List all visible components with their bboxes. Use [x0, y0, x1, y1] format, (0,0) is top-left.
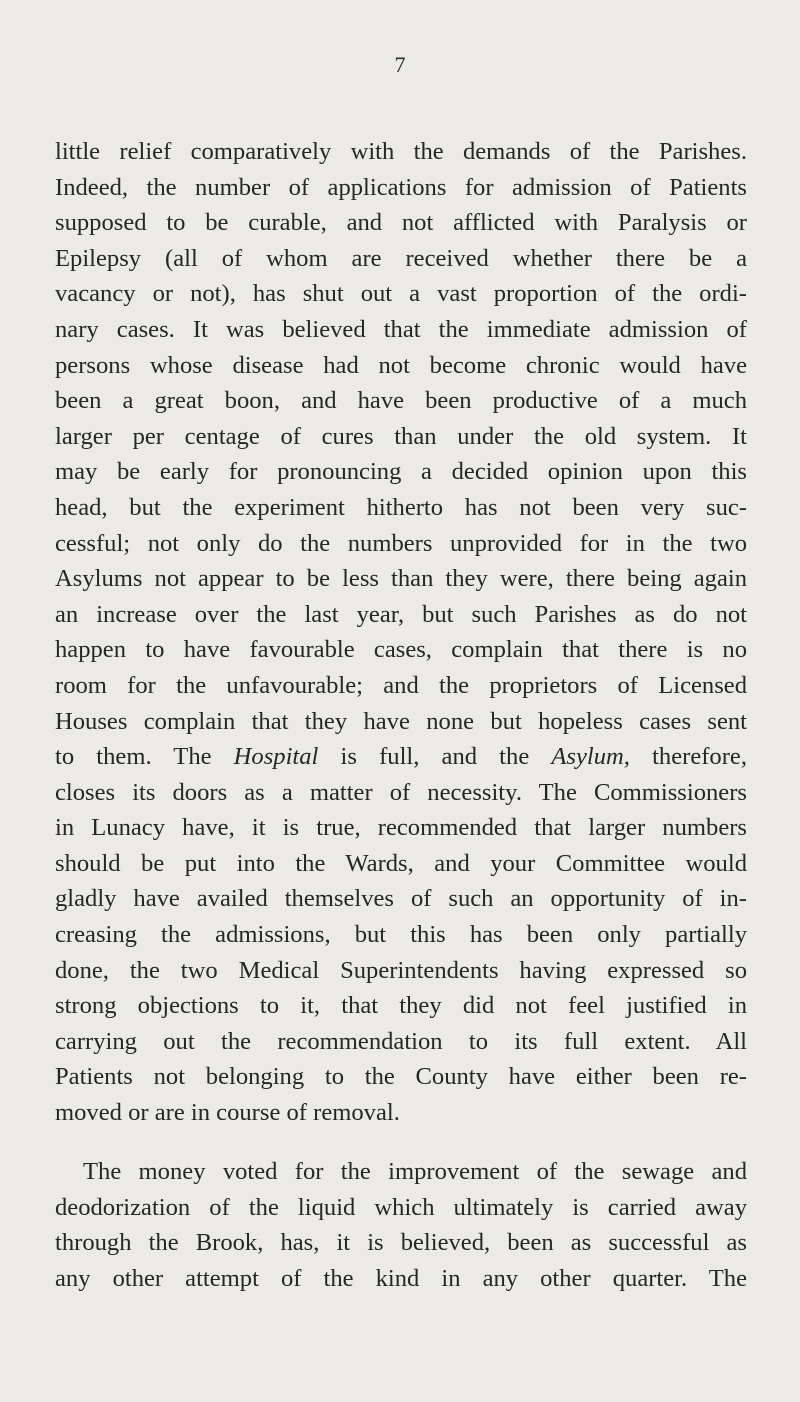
- paragraph-2: [55, 1154, 747, 1296]
- text-line: head, but the experiment hitherto has not been very suc-: [55, 493, 747, 521]
- text-line: The money voted for the improvement of the sewage and: [83, 1158, 747, 1185]
- text-line: an increase over the last year, but such Parishes as do not: [55, 600, 747, 628]
- italic-term-hospital: Hospital: [233, 743, 319, 771]
- text-run: to them. The: [55, 743, 234, 771]
- text-line: Indeed, the number of applications for admission of Patients: [55, 173, 747, 201]
- text-line: any other attempt of the kind in any other quarter. The: [55, 1264, 747, 1292]
- italic-term-asylum: Asylum,: [551, 743, 630, 771]
- text-line: creasing the admissions, but this has been only partially: [55, 921, 747, 949]
- text-line: persons whose disease had not become chronic would have: [55, 351, 747, 379]
- text-line: Houses complain that they have none but hopeless cases sent: [55, 707, 747, 735]
- text-line: Asylums not appear to be less than they were, there being again: [55, 565, 747, 593]
- text-line-with-italics: [55, 739, 747, 775]
- text-line: in Lunacy have, it is true, recommended that larger numbers: [55, 814, 747, 842]
- paragraph-1: [55, 134, 747, 1131]
- text-line: larger per centage of cures than under the old system. It: [55, 422, 747, 450]
- text-line: room for the unfavourable; and the proprietors of Licensed: [55, 671, 747, 699]
- text-line: deodorization of the liquid which ultimately is carried away: [55, 1193, 747, 1221]
- text-line: supposed to be curable, and not afflicted with Paralysis or: [55, 209, 747, 237]
- text-line: little relief comparatively with the demands of the Parishes.: [55, 138, 747, 165]
- text-line: may be early for pronouncing a decided opinion upon this: [55, 458, 747, 486]
- text-line: carrying out the recommendation to its full extent. All: [55, 1027, 747, 1055]
- text-line: happen to have favourable cases, complain that there is no: [55, 636, 747, 664]
- text-line: moved or are in course of removal.: [55, 1099, 400, 1127]
- text-line: gladly have availed themselves of such an opportunity of in-: [55, 885, 747, 913]
- text-line: done, the two Medical Superintendents having expressed so: [55, 956, 747, 984]
- text-line: Patients not belonging to the County have either been re-: [55, 1063, 747, 1091]
- text-run: is full, and the: [318, 743, 552, 771]
- text-line: been a great boon, and have been productive of a much: [55, 387, 747, 415]
- page-number: 7: [394, 52, 406, 77]
- text-line: strong objections to it, that they did not feel justified in: [55, 992, 747, 1020]
- text-line: should be put into the Wards, and your Committee would: [55, 849, 747, 877]
- text-line: cessful; not only do the numbers unprovided for in the two: [55, 529, 747, 557]
- text-line: Epilepsy (all of whom are received whether there be a: [55, 244, 747, 272]
- text-run: therefore,: [629, 743, 747, 771]
- text-line: closes its doors as a matter of necessity. The Commissioners: [55, 778, 747, 806]
- text-line: vacancy or not), has shut out a vast proportion of the ordi-: [55, 280, 747, 308]
- text-line: nary cases. It was believed that the immediate admission of: [55, 315, 747, 343]
- text-line: through the Brook, has, it is believed, been as successful as: [55, 1229, 747, 1257]
